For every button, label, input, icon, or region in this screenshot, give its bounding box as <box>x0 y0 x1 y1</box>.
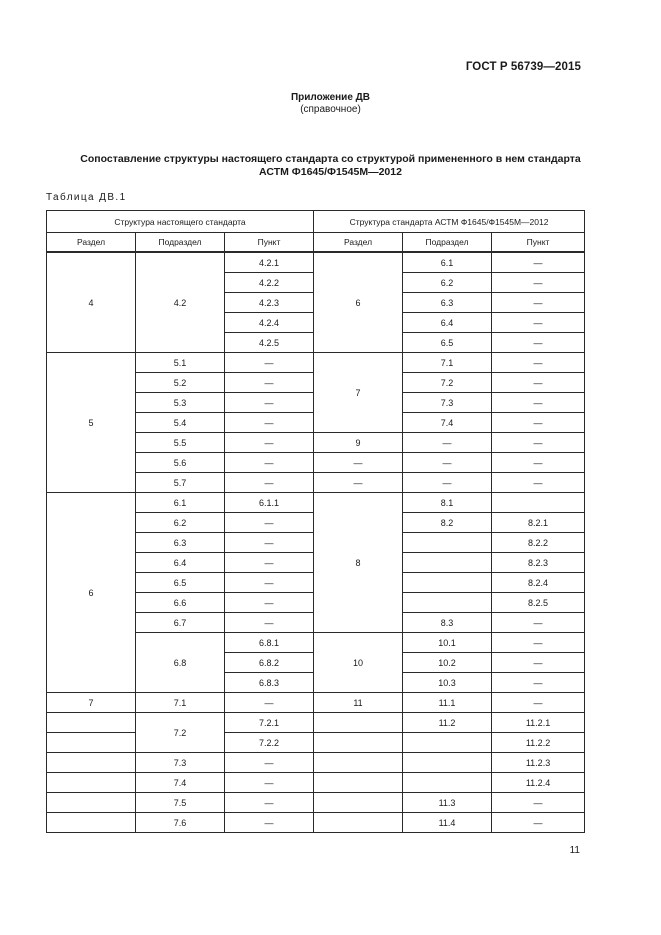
table-row <box>47 793 585 813</box>
table-row <box>47 713 585 733</box>
table-cell: 4.2.3 <box>225 293 314 313</box>
table-cell: 7 <box>47 693 136 713</box>
table-cell: 6.1.1 <box>225 493 314 513</box>
table-cell: — <box>492 313 585 333</box>
table-cell: 7.2.1 <box>225 713 314 733</box>
table-row <box>47 733 585 753</box>
table-cell: 6.5 <box>136 573 225 593</box>
table-cell: — <box>225 573 314 593</box>
table-cell: 10.2 <box>403 653 492 673</box>
table-cell: 6 <box>314 252 403 353</box>
table-cell: 5 <box>47 353 136 493</box>
appendix-title: Приложение ДВ <box>290 92 371 103</box>
table-cell: 6.3 <box>403 293 492 313</box>
column-header: Раздел <box>47 233 136 253</box>
group-header-astm-standard: Структура стандарта АСТМ Ф1645/Ф1545М—2012 <box>314 211 585 233</box>
table-cell: 6.5 <box>403 333 492 353</box>
table-caption: Таблица ДВ.1 <box>46 192 127 203</box>
table-cell: 10.3 <box>403 673 492 693</box>
table-cell: 7.4 <box>403 413 492 433</box>
table-cell: 8.2 <box>403 513 492 533</box>
table-cell: — <box>492 433 585 453</box>
table-cell: 8.2.3 <box>492 553 585 573</box>
column-header: Раздел <box>314 233 403 253</box>
table-cell: 7.2 <box>403 373 492 393</box>
table-cell: 4.2.1 <box>225 252 314 273</box>
table-row <box>47 353 585 373</box>
table-cell: 8.2.2 <box>492 533 585 553</box>
table-cell: — <box>225 773 314 793</box>
table-cell <box>403 593 492 613</box>
table-cell: — <box>225 373 314 393</box>
table-cell <box>314 733 403 753</box>
table-cell <box>403 753 492 773</box>
table-cell: 11.1 <box>403 693 492 713</box>
table-cell: 8.2.1 <box>492 513 585 533</box>
table-cell: 8.1 <box>403 493 492 513</box>
table-cell: — <box>225 793 314 813</box>
table-cell <box>47 713 136 733</box>
table-cell: 9 <box>314 433 403 453</box>
table-cell: — <box>492 813 585 833</box>
table-row <box>47 813 585 833</box>
table-cell: 7.6 <box>136 813 225 833</box>
table-cell: 6.3 <box>136 533 225 553</box>
table-cell: 4.2 <box>136 252 225 353</box>
table-cell: 5.7 <box>136 473 225 493</box>
table-cell: — <box>492 693 585 713</box>
column-header: Подраздел <box>136 233 225 253</box>
table-cell: — <box>225 813 314 833</box>
table-cell: 7.4 <box>136 773 225 793</box>
table-cell <box>403 553 492 573</box>
table-cell <box>314 773 403 793</box>
table-cell: 6 <box>47 493 136 693</box>
table-row <box>47 753 585 773</box>
table-cell: — <box>225 753 314 773</box>
table-cell <box>314 713 403 733</box>
table-cell: — <box>403 433 492 453</box>
table-cell: — <box>403 453 492 473</box>
table-cell: 5.1 <box>136 353 225 373</box>
table-row <box>47 493 585 513</box>
table-cell: 5.3 <box>136 393 225 413</box>
table-cell: 11.2.2 <box>492 733 585 753</box>
table-cell <box>403 733 492 753</box>
table-cell: — <box>492 293 585 313</box>
table-cell: 7.3 <box>403 393 492 413</box>
heading-line-2: АСТМ Ф1645/Ф1545М—2012 <box>259 166 402 178</box>
table-cell: 6.4 <box>403 313 492 333</box>
table-row <box>47 693 585 713</box>
table-cell: 8.2.5 <box>492 593 585 613</box>
table-cell: 7.1 <box>403 353 492 373</box>
table-cell <box>492 493 585 513</box>
table-cell: 7.2 <box>136 713 225 753</box>
table-cell <box>403 533 492 553</box>
table-cell: — <box>314 473 403 493</box>
table-cell: 10.1 <box>403 633 492 653</box>
table-cell: 6.6 <box>136 593 225 613</box>
table-cell: — <box>225 413 314 433</box>
table-cell: — <box>492 653 585 673</box>
table-cell: 5.2 <box>136 373 225 393</box>
table-cell: 5.6 <box>136 453 225 473</box>
table-cell: 6.2 <box>136 513 225 533</box>
table-cell: 7 <box>314 353 403 433</box>
table-cell: 6.7 <box>136 613 225 633</box>
table-cell: — <box>492 473 585 493</box>
table-cell: 7.3 <box>136 753 225 773</box>
table-cell: 6.8.2 <box>225 653 314 673</box>
table-cell: 4.2.2 <box>225 273 314 293</box>
table-cell: — <box>225 613 314 633</box>
table-cell: 7.5 <box>136 793 225 813</box>
heading-line-1: Сопоставление структуры настоящего стандарта со структурой примененного в нем стандарта <box>80 153 581 165</box>
column-header: Пункт <box>225 233 314 253</box>
table-cell: — <box>225 513 314 533</box>
table-cell: 6.8 <box>136 633 225 693</box>
table-cell: 11.2.4 <box>492 773 585 793</box>
table-cell: — <box>225 393 314 413</box>
table-cell <box>403 573 492 593</box>
table-cell: 6.8.1 <box>225 633 314 653</box>
table-row <box>47 773 585 793</box>
table-cell: — <box>403 473 492 493</box>
document-code: ГОСТ Р 56739—2015 <box>465 61 581 73</box>
table-cell <box>47 733 136 753</box>
table-cell: — <box>225 593 314 613</box>
table-cell <box>47 813 136 833</box>
table-cell <box>47 773 136 793</box>
table-cell: 7.2.2 <box>225 733 314 753</box>
table-cell: — <box>492 673 585 693</box>
table-cell: — <box>492 393 585 413</box>
table-cell <box>314 793 403 813</box>
column-header: Подраздел <box>403 233 492 253</box>
table-cell: — <box>492 413 585 433</box>
table-cell: — <box>492 633 585 653</box>
table-cell: — <box>492 453 585 473</box>
table-cell: 4.2.4 <box>225 313 314 333</box>
table-cell: 11.2.1 <box>492 713 585 733</box>
table-cell: 11 <box>314 693 403 713</box>
table-cell: 11.4 <box>403 813 492 833</box>
table-cell: 6.4 <box>136 553 225 573</box>
table-cell: 4 <box>47 252 136 353</box>
table-cell: 11.3 <box>403 793 492 813</box>
table-cell: 6.8.3 <box>225 673 314 693</box>
column-header: Пункт <box>492 233 585 253</box>
table-cell: 5.4 <box>136 413 225 433</box>
table-cell: 7.1 <box>136 693 225 713</box>
page-number: 11 <box>569 845 580 856</box>
table-cell <box>47 793 136 813</box>
table-cell: 6.2 <box>403 273 492 293</box>
table-cell <box>314 753 403 773</box>
table-cell: — <box>492 353 585 373</box>
table-cell: 8.3 <box>403 613 492 633</box>
table-cell: — <box>225 473 314 493</box>
table-cell: 5.5 <box>136 433 225 453</box>
comparison-table <box>46 210 585 833</box>
table-cell: — <box>492 333 585 353</box>
table-cell: — <box>492 613 585 633</box>
table-row <box>47 252 585 273</box>
table-cell: 6.1 <box>403 252 492 273</box>
table-cell: — <box>225 553 314 573</box>
table-cell: — <box>225 693 314 713</box>
table-cell: 8 <box>314 493 403 633</box>
table-cell: 11.2.3 <box>492 753 585 773</box>
appendix-subtitle: (справочное) <box>300 104 361 115</box>
table-cell: 6.1 <box>136 493 225 513</box>
table-cell: — <box>492 273 585 293</box>
table-cell: — <box>492 252 585 273</box>
table-cell: 4.2.5 <box>225 333 314 353</box>
table-group-header-row <box>47 211 585 233</box>
table-cell: — <box>225 533 314 553</box>
table-cell <box>403 773 492 793</box>
table-cell: — <box>225 353 314 373</box>
table-cell: — <box>225 433 314 453</box>
table-cell <box>47 753 136 773</box>
table-cell <box>314 813 403 833</box>
table-cell: — <box>492 373 585 393</box>
table-cell: 10 <box>314 633 403 693</box>
table-cell: 11.2 <box>403 713 492 733</box>
table-cell: 8.2.4 <box>492 573 585 593</box>
table-cell: — <box>492 793 585 813</box>
table-column-header-row <box>47 233 585 253</box>
table-cell: — <box>225 453 314 473</box>
group-header-this-standard: Структура настоящего стандарта <box>47 211 314 233</box>
table-cell: — <box>314 453 403 473</box>
